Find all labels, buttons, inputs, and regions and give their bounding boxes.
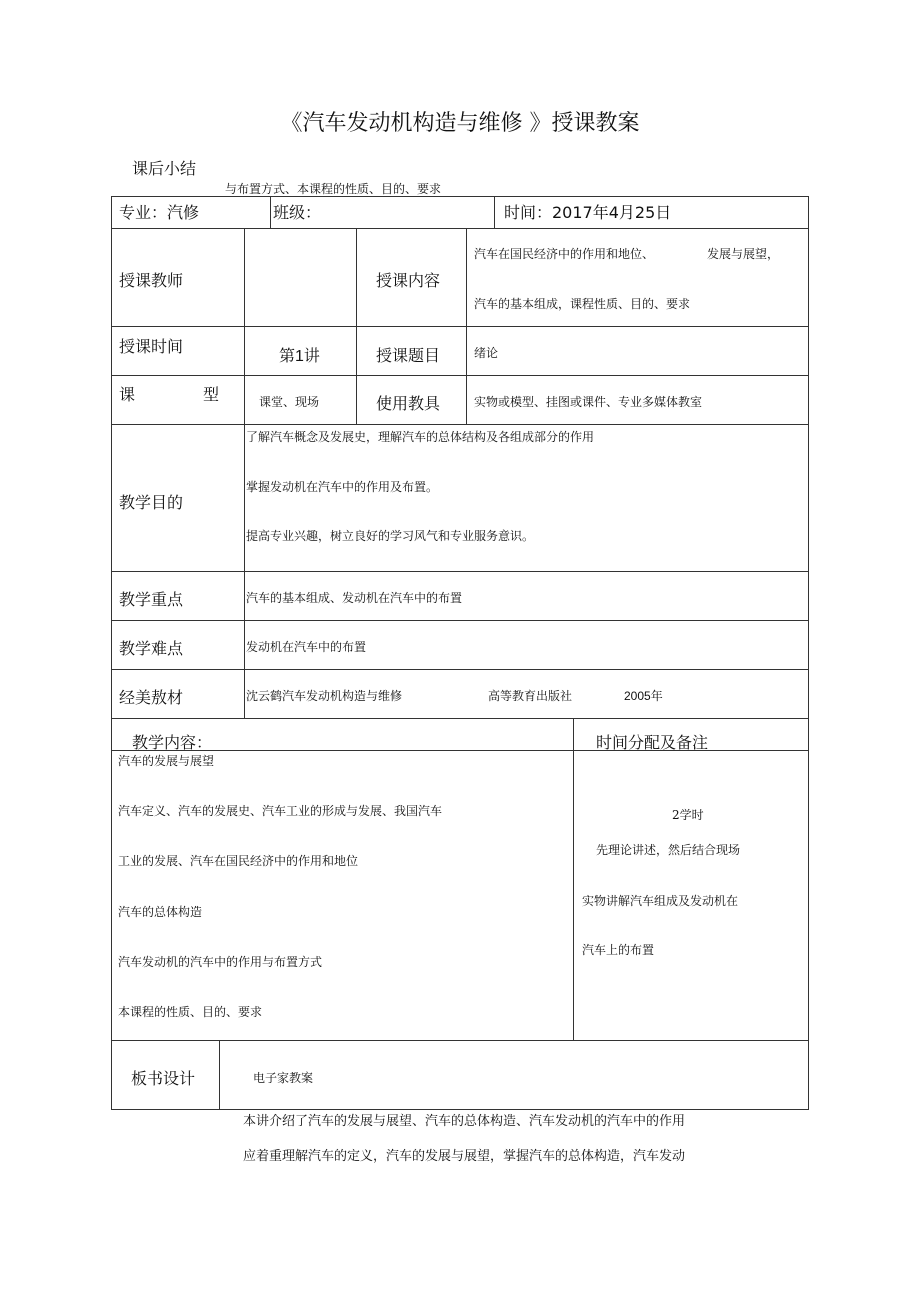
content-label: 授课内容 bbox=[376, 271, 441, 290]
topic-value: 绪论 bbox=[474, 346, 499, 360]
goal-label: 教学目的 bbox=[119, 493, 184, 512]
note-line: 先理论讲述，然后结合现场 bbox=[596, 843, 741, 857]
summary-line: 本讲介绍了汽车的发展与展望、汽车的总体构造、汽车发动机的汽车中的作用 bbox=[243, 1114, 686, 1129]
content-item: 汽车的总体构造 bbox=[118, 905, 203, 919]
lecture-number: 第1讲 bbox=[279, 348, 320, 365]
difficulty-label: 教学难点 bbox=[119, 639, 184, 658]
content-line2: 汽车的基本组成，课程性质、目的、要求 bbox=[474, 297, 691, 311]
content-header: 教学内容： bbox=[132, 733, 213, 752]
content-line1-a: 汽车在国民经济中的作用和地位、 bbox=[474, 247, 655, 261]
goal-item: 提高专业兴趣，树立良好的学习风气和专业服务意识。 bbox=[246, 529, 535, 543]
tools-value: 实物或模型、挂图或课件、专业多媒体教室 bbox=[474, 395, 703, 409]
date-cell: 时间：2017年4月25日 bbox=[504, 203, 672, 222]
note-hours: 2学时 bbox=[672, 808, 704, 822]
content-item: 汽车发动机的汽车中的作用与布置方式 bbox=[118, 955, 323, 969]
header-note: 与布置方式、本课程的性质、目的、要求 bbox=[225, 182, 442, 196]
type-label-b: 型 bbox=[203, 385, 220, 404]
page-title: 《汽车发动机构造与维修 》授课教案 bbox=[280, 111, 640, 136]
board-value: 电子家教案 bbox=[253, 1071, 314, 1085]
board-label: 板书设计 bbox=[131, 1069, 196, 1088]
major-cell: 专业：汽修 bbox=[119, 203, 200, 222]
goal-item: 了解汽车概念及发展史，理解汽车的总体结构及各组成部分的作用 bbox=[246, 430, 595, 444]
content-item: 汽车的发展与展望 bbox=[118, 754, 215, 768]
tools-label: 使用教具 bbox=[376, 394, 441, 413]
note-line: 汽车上的布置 bbox=[582, 943, 655, 957]
difficulty-value: 发动机在汽车中的布置 bbox=[246, 640, 367, 654]
note-line: 实物讲解汽车组成及发动机在 bbox=[582, 894, 739, 908]
textbook-publisher: 高等教育出版社 bbox=[488, 689, 573, 703]
type-value: 课堂、现场 bbox=[259, 395, 320, 409]
key-label: 教学重点 bbox=[119, 590, 184, 609]
topic-label: 授课题目 bbox=[376, 346, 441, 365]
class-cell: 班级： bbox=[273, 203, 322, 222]
time-label: 授课时间 bbox=[119, 337, 184, 356]
textbook-label: 经美敖材 bbox=[119, 688, 184, 707]
textbook-year: 2005年 bbox=[624, 689, 663, 703]
textbook-name: 沈云鹤汽车发动机构造与维修 bbox=[246, 689, 403, 703]
teacher-label: 授课教师 bbox=[119, 271, 184, 290]
summary-line: 应着重理解汽车的定义，汽车的发展与展望，掌握汽车的总体构造，汽车发动 bbox=[243, 1149, 686, 1164]
content-line1-b: 发展与展望， bbox=[707, 247, 780, 261]
content-item: 工业的发展、汽车在国民经济中的作用和地位 bbox=[118, 854, 359, 868]
content-item: 本课程的性质、目的、要求 bbox=[118, 1005, 263, 1019]
content-item: 汽车定义、汽车的发展史、汽车工业的形成与发展、我国汽车 bbox=[118, 804, 443, 818]
summary-label: 课后小结 bbox=[132, 159, 197, 178]
notes-header: 时间分配及备注 bbox=[596, 733, 709, 752]
type-label-a: 课 bbox=[119, 385, 136, 404]
goal-item: 掌握发动机在汽车中的作用及布置。 bbox=[246, 480, 439, 494]
key-value: 汽车的基本组成、发动机在汽车中的布置 bbox=[246, 591, 463, 605]
